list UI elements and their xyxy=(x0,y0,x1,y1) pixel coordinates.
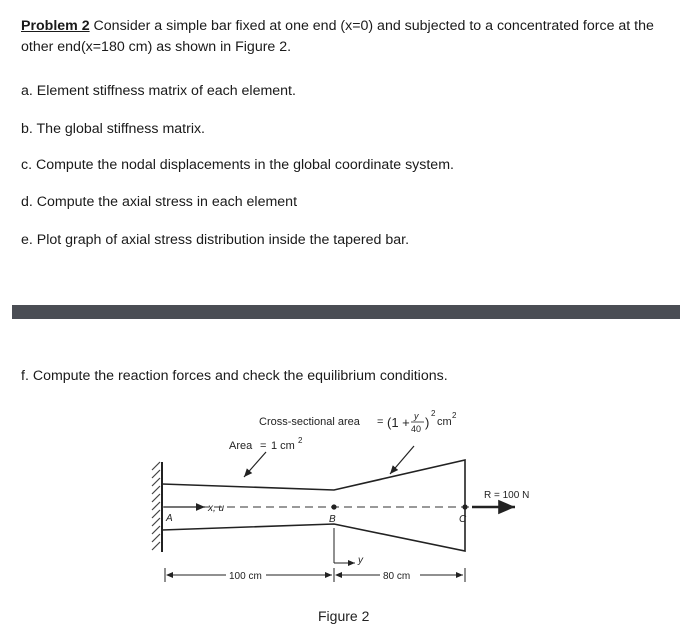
problem-label: Problem 2 xyxy=(21,18,90,34)
node-a-label: A xyxy=(166,513,173,524)
question-a: a. Element stiffness matrix of each element. xyxy=(21,83,296,99)
formula-exponent: 2 xyxy=(431,409,436,418)
formula-unit-exponent: 2 xyxy=(452,411,457,420)
area-label: Area xyxy=(229,440,253,452)
area-exponent: 2 xyxy=(298,436,303,445)
cross-section-label: Cross-sectional area xyxy=(259,416,360,428)
problem-text: Consider a simple bar fixed at one end (x=0) and subjected to a concentrated force at the other end(x=180 cm) as shown in Figure 2. xyxy=(21,18,654,55)
node-c-label: C xyxy=(459,514,467,525)
area-equals: = xyxy=(260,440,267,452)
question-e: e. Plot graph of axial stress distribution inside the tapered bar. xyxy=(21,232,410,248)
area-leader xyxy=(244,452,266,477)
question-d: d. Compute the axial stress in each element xyxy=(21,194,298,210)
force-label: R = 100 N xyxy=(484,490,530,501)
node-b-label: B xyxy=(329,514,336,525)
fixed-wall xyxy=(152,462,162,552)
dimension-lines xyxy=(165,568,465,582)
area-annotation xyxy=(229,436,303,452)
dim-80-label: 80 cm xyxy=(383,571,411,582)
question-f: f. Compute the reaction forces and check the equilibrium conditions. xyxy=(21,368,448,384)
question-c: c. Compute the nodal displacements in the global coordinate system. xyxy=(21,157,454,173)
figure-caption: Figure 2 xyxy=(318,608,370,624)
formula-unit: cm xyxy=(437,416,452,428)
axis-label: x, u xyxy=(208,503,225,514)
formula-close: ) xyxy=(425,415,430,430)
cross-section-leader xyxy=(390,446,414,474)
formula-open: (1 + xyxy=(387,415,410,430)
node-c-dot xyxy=(462,504,467,509)
cross-section-formula xyxy=(259,409,457,434)
formula-denominator: 40 xyxy=(411,424,422,434)
y-label: y xyxy=(358,555,363,566)
dim-100-label: 100 cm xyxy=(229,571,262,582)
formula-numerator: y xyxy=(414,411,419,421)
node-b-dot xyxy=(331,504,336,509)
area-value: 1 cm xyxy=(271,440,295,452)
question-b: b. The global stiffness matrix. xyxy=(21,121,206,137)
cross-section-equals: = xyxy=(377,416,384,428)
